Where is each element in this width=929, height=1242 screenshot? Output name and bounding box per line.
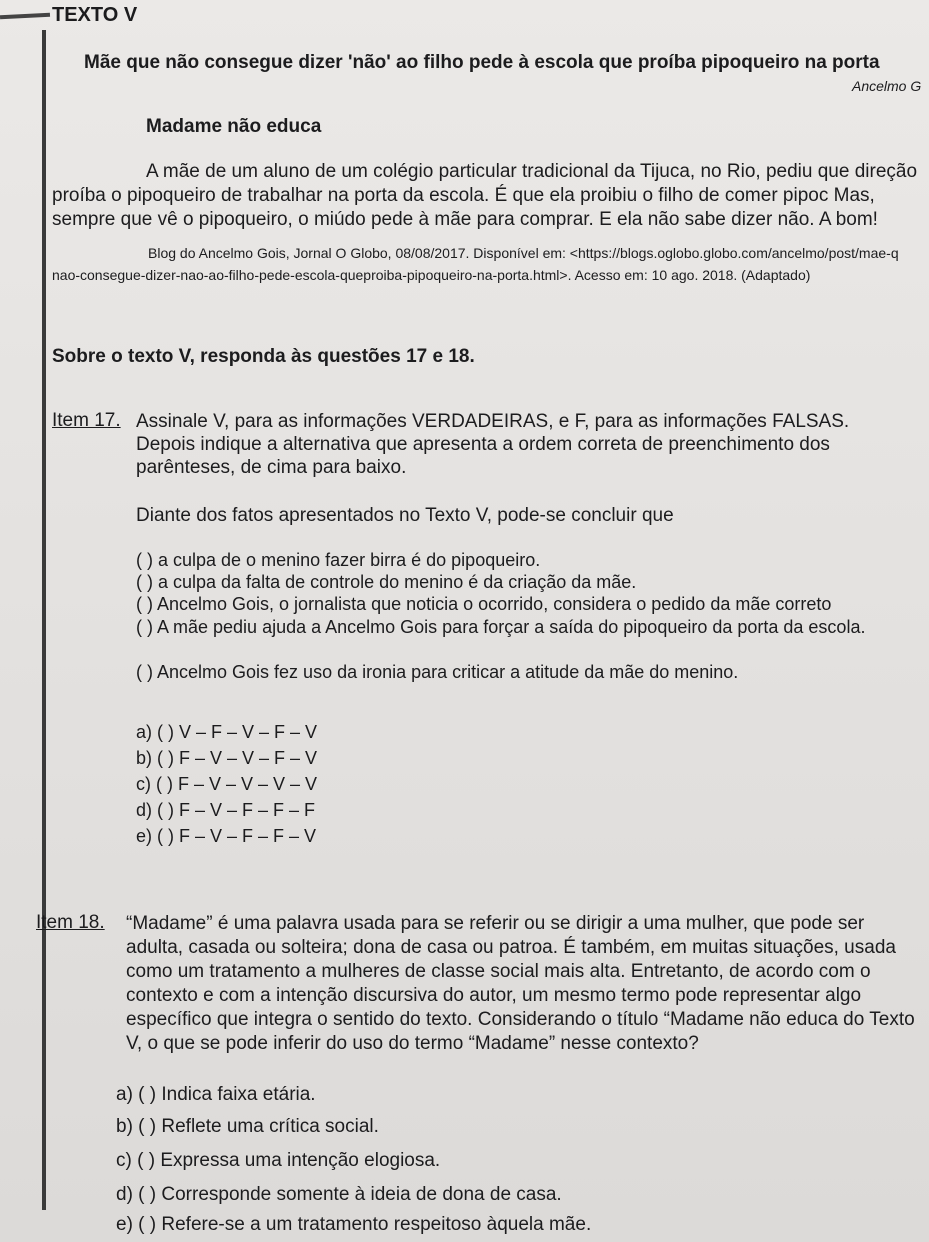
answer-option-c[interactable]: c) ( ) Expressa uma intenção elogiosa. — [116, 1150, 441, 1171]
answer-option-e[interactable]: e) ( ) F – V – F – F – V — [136, 826, 317, 846]
statement-row: ( ) a culpa da falta de controle do menino é da criação da mãe. — [136, 572, 637, 592]
item-17-label: Item 17. — [52, 410, 121, 431]
answer-option-a[interactable]: a) ( ) Indica faixa etária. — [116, 1084, 316, 1105]
section-heading: Sobre o texto V, responda às questões 17 e 18. — [52, 346, 475, 367]
answer-option-d[interactable]: d) ( ) F – V – F – F – F — [136, 800, 316, 820]
article-subtitle: Madame não educa — [146, 116, 322, 137]
answer-option-b[interactable]: b) ( ) F – V – V – F – V — [136, 748, 318, 768]
article-source: Blog do Ancelmo Gois, Jornal O Globo, 08/08/2017. Disponível em: <https://blogs.oglobo.globo.com/ancelmo/post/mae-q nao-consegue-dizer-nao-ao-filho-pede-escola-queproiba-pipoqueiro-na-porta.html>. Acesso em: 10 ago. 2018. (Adaptado) — [52, 245, 899, 283]
margin-line — [42, 30, 46, 1210]
article-author: Ancelmo G — [852, 78, 922, 94]
statement-row: ( ) Ancelmo Gois fez uso da ironia para criticar a atitude da mãe do menino. — [136, 662, 739, 682]
answer-option-d[interactable]: d) ( ) Corresponde somente à ideia de dona de casa. — [116, 1184, 562, 1205]
answer-option-a[interactable]: a) ( ) V – F – V – F – V — [136, 722, 318, 742]
statement-row: ( ) A mãe pediu ajuda a Ancelmo Gois para forçar a saída do pipoqueiro da porta da escola. — [136, 617, 866, 637]
item-18-text: “Madame” é uma palavra usada para se referir ou se dirigir a uma mulher, que pode ser adulta, casada ou solteira; dona de casa ou patroa. É também, em muitas situações, usada como um tratamento a mulheres de classe social mais alta. Entretanto, de acordo com o contexto e com a intenção discursiva do autor, um mesmo termo pode representar algo específico que integra o sentido do texto. Considerando o título “Madame não educa do Texto V, o que se pode inferir do uso do termo “Madame” nesse contexto? — [126, 913, 915, 1054]
article-paragraph: A mãe de um aluno de um colégio particular tradicional da Tijuca, no Rio, pediu que direção proíba o pipoqueiro de trabalhar na porta da escola. É que ela proibiu o filho de comer pipoc Mas, sempre que vê o pipoqueiro, o miúdo pede à mãe para comprar. E ela não sabe dizer não. A bom! — [52, 161, 918, 230]
answer-option-e[interactable]: e) ( ) Refere-se a um tratamento respeitoso àquela mãe. — [116, 1214, 592, 1235]
top-rule — [0, 13, 50, 20]
statement-row: ( ) a culpa de o menino fazer birra é do pipoqueiro. — [136, 550, 541, 570]
item-17-instruction: Assinale V, para as informações VERDADEIRAS, e F, para as informações FALSAS. Depois indique a alternativa que apresenta a ordem correta de preenchimento dos parênteses, de cima para baixo. — [136, 411, 850, 478]
article-headline: Mãe que não consegue dizer 'não' ao filho pede à escola que proíba pipoqueiro na porta — [84, 52, 880, 73]
statement-row: ( ) Ancelmo Gois, o jornalista que noticia o ocorrido, considera o pedido da mãe correto — [136, 594, 832, 614]
item-17-prompt: Diante dos fatos apresentados no Texto V, pode-se concluir que — [136, 505, 674, 526]
answer-option-c[interactable]: c) ( ) F – V – V – V – V — [136, 774, 318, 794]
answer-option-b[interactable]: b) ( ) Reflete uma crítica social. — [116, 1116, 379, 1137]
item-18-label: Item 18. — [36, 912, 105, 933]
text-label: TEXTO V — [52, 4, 138, 26]
